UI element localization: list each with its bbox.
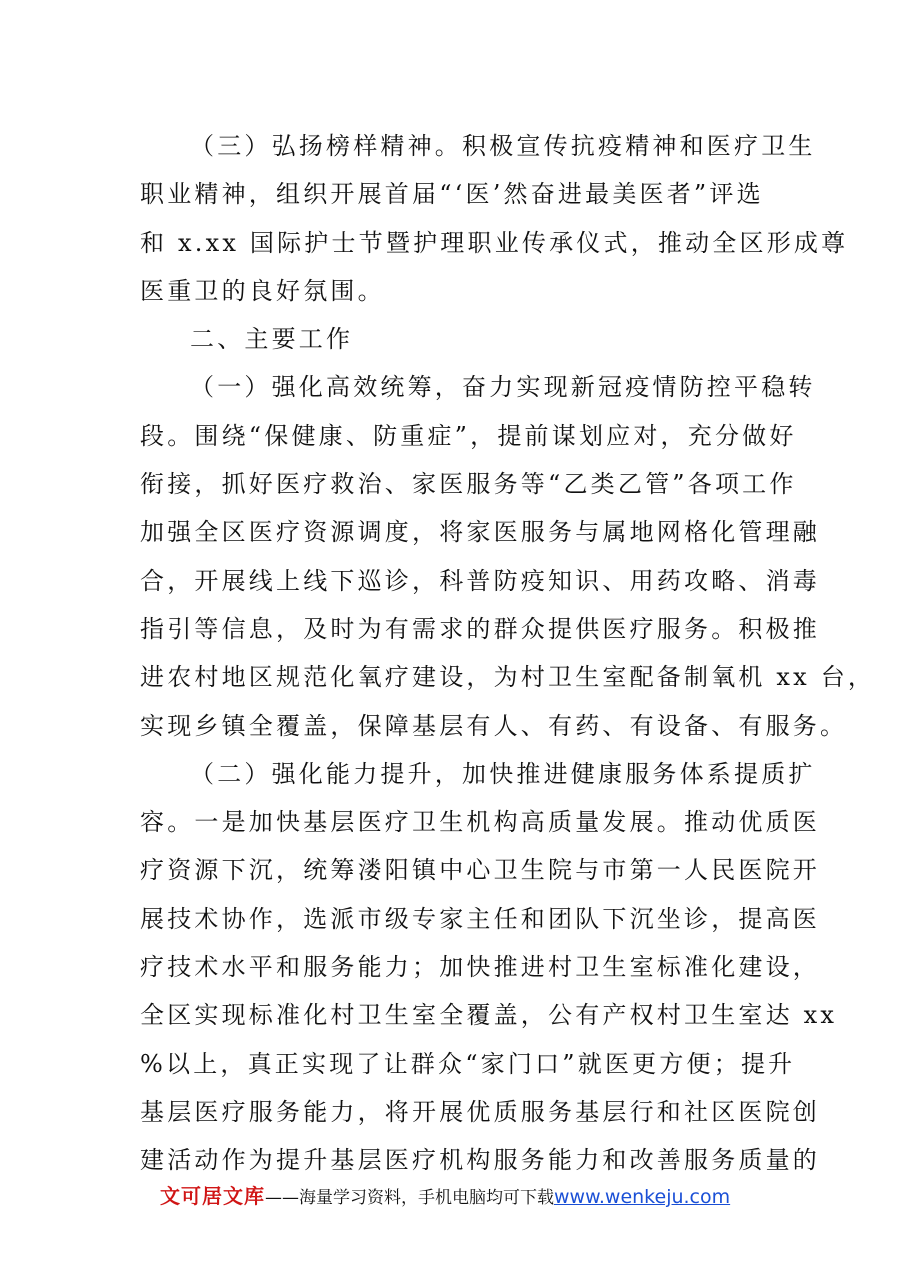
text-line: （一）强化高效统筹，奋力实现新冠疫情防控平稳转 bbox=[190, 373, 816, 402]
footer-banner bbox=[160, 1180, 780, 1209]
document-body bbox=[140, 124, 876, 1187]
footer-website-link[interactable]: www.wenkeju.com bbox=[554, 1186, 731, 1208]
text-line: 进农村地区规范化氧疗建设，为村卫生室配备制氧机 xx 台， bbox=[140, 663, 876, 692]
text-line: 和 x.xx 国际护士节暨护理职业传承仪式，推动全区形成尊 bbox=[140, 228, 849, 257]
text-line: 段。围绕“保健康、防重症”，提前谋划应对，充分做好 bbox=[140, 421, 797, 450]
text-line: 职业精神，组织开展首届“‘医’然奋进最美医者”评选 bbox=[140, 180, 764, 209]
text-line: 指引等信息，及时为有需求的群众提供医疗服务。积极推 bbox=[140, 614, 820, 643]
text-line: 容。一是加快基层医疗卫生机构高质量发展。推动优质医 bbox=[140, 808, 820, 837]
text-line: 衔接，抓好医疗救治、家医服务等“乙类乙管”各项工作 bbox=[140, 470, 797, 499]
text-line: 合，开展线上线下巡诊，科普防疫知识、用药攻略、消毒 bbox=[140, 566, 820, 595]
text-line: 疗资源下沉，统筹溇阳镇中心卫生院与市第一人民医院开 bbox=[140, 856, 820, 885]
text-line: 建活动作为提升基层医疗机构服务能力和改善服务质量的 bbox=[140, 1146, 820, 1175]
text-line: 医重卫的良好氛围。 bbox=[140, 276, 385, 305]
footer-slogan: ——海量学习资料，手机电脑均可下载 bbox=[265, 1188, 554, 1208]
text-line: 基层医疗服务能力，将开展优质服务基层行和社区医院创 bbox=[140, 1097, 820, 1126]
text-line: （二）强化能力提升，加快推进健康服务体系提质扩 bbox=[190, 759, 816, 788]
text-line: （三）弘扬榜样精神。积极宣传抗疫精神和医疗卫生 bbox=[190, 132, 816, 160]
footer-brand: 文可居文库 bbox=[160, 1184, 265, 1208]
text-line: %以上，真正实现了让群众“家门口”就医更方便；提升 bbox=[140, 1049, 796, 1078]
text-line: 实现乡镇全覆盖，保障基层有人、有药、有设备、有服务。 bbox=[140, 711, 848, 740]
text-line: 加强全区医疗资源调度，将家医服务与属地网格化管理融 bbox=[140, 518, 820, 547]
text-line: 二、主要工作 bbox=[190, 325, 354, 354]
text-line: 展技术协作，选派市级专家主任和团队下沉坐诊，提高医 bbox=[140, 904, 820, 933]
text-line: 疗技术水平和服务能力；加快推进村卫生室标准化建设， bbox=[140, 953, 820, 982]
text-line: 全区实现标准化村卫生室全覆盖，公有产权村卫生室达 xx bbox=[140, 1001, 838, 1030]
